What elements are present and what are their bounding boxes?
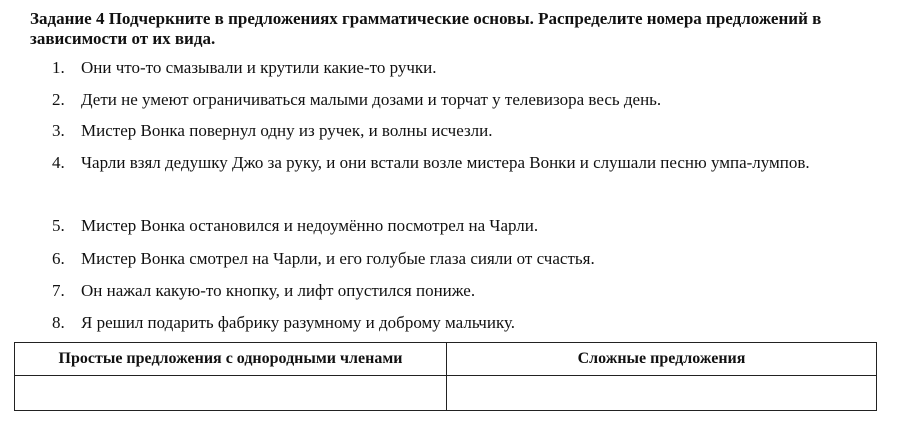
sentence-item [52, 147, 891, 178]
sentence-number: 1. [52, 58, 65, 77]
sentence-text: Они что-то смазывали и крутили какие-то ручки. [81, 58, 437, 77]
sentence-number: 6. [52, 249, 65, 268]
sentence-text: Мистер Вонка смотрел на Чарли, и его голубые глаза сияли от счастья. [81, 249, 595, 268]
sentence-item [52, 84, 872, 115]
header-simple-sentences: Простые предложения с однородными членами [15, 343, 447, 376]
sentence-text: Мистер Вонка повернул одну из ручек, и волны исчезли. [81, 121, 493, 140]
sentence-text: Чарли взял дедушку Джо за руку, и они встали возле мистера Вонки и слушали песню умпа-лумпов. [81, 153, 810, 172]
sentence-text: Дети не умеют ограничиваться малыми дозами и торчат у телевизора весь день. [81, 90, 662, 109]
sentence-number: 4. [52, 153, 65, 172]
answer-table [14, 342, 877, 411]
sentence-item [52, 115, 872, 146]
task-title: Задание 4 Подчеркните в предложениях грамматические основы. Распределите номера предложений в зависимости от их вида. [30, 9, 822, 48]
sentence-number: 8. [52, 313, 65, 332]
sentence-text: Я решил подарить фабрику разумному и доброму мальчику. [81, 313, 516, 332]
sentence-item [52, 243, 872, 274]
table-answer-row [15, 376, 877, 411]
sentence-item [52, 275, 872, 306]
sentence-item [52, 307, 872, 338]
sentence-number: 2. [52, 90, 65, 109]
header-complex-sentences: Сложные предложения [447, 343, 877, 376]
sentence-text: Он нажал какую-то кнопку, и лифт опустился пониже. [81, 281, 476, 300]
sentence-item [52, 52, 872, 83]
answer-cell-complex[interactable] [447, 376, 877, 411]
sentence-number: 3. [52, 121, 65, 140]
answer-cell-simple[interactable] [15, 376, 447, 411]
sentence-number: 7. [52, 281, 65, 300]
sentence-number: 5. [52, 216, 65, 235]
table-header-row [15, 343, 877, 376]
sentence-text: Мистер Вонка остановился и недоумённо посмотрел на Чарли. [81, 216, 539, 235]
sentence-item [52, 210, 872, 241]
